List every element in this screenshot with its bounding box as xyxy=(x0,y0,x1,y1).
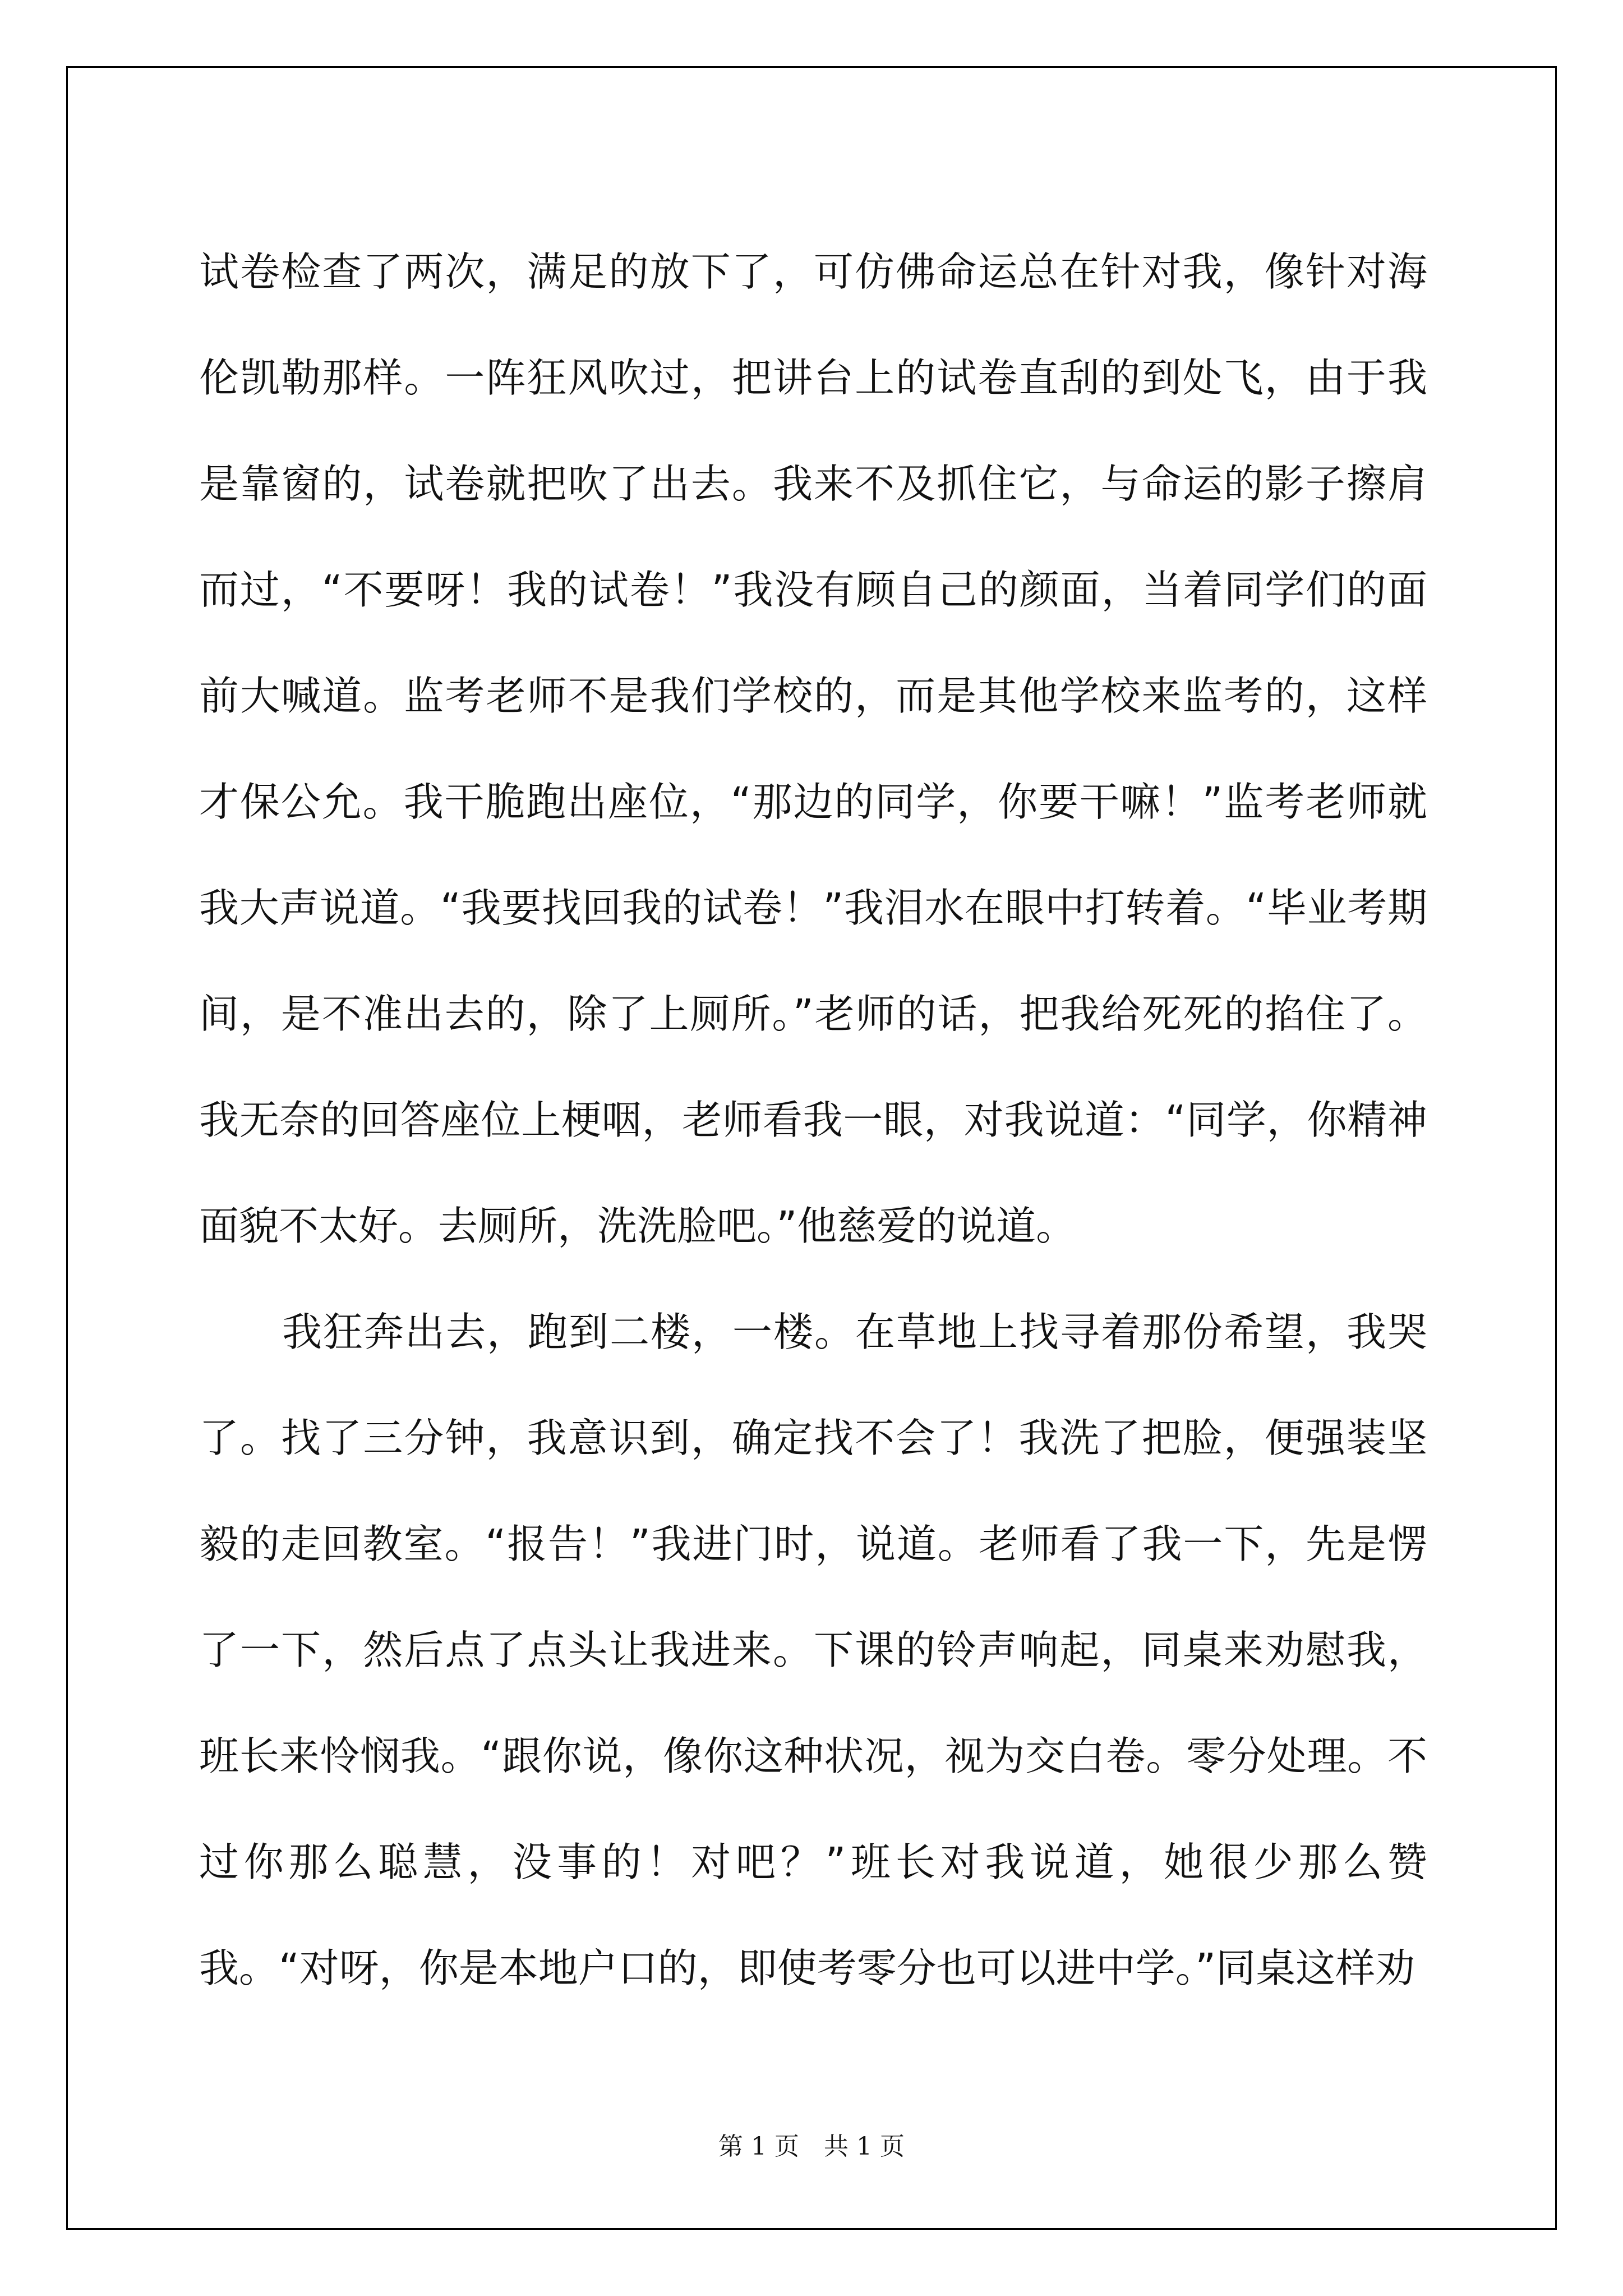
paragraph-1: 试卷检查了两次，满足的放下了，可仿佛命运总在针对我，像针对海伦凯勒那样。一阵狂风吹过，把讲台上的试卷直刮的到处飞，由于我是靠窗的，试卷就把吹了出去。我来不及抓住它，与命运的影子擦肩而过，“不要呀！我的试卷！”我没有顾自己的颜面，当着同学们的面前大喊道。监考老师不是我们学校的，而是其他学校来监考的，这样才保公允。我干脆跑出座位，“那边的同学，你要干嘛！”监考老师就我大声说道。“我要找回我的试卷！”我泪水在眼中打转着。“毕业考期间，是不准出去的，除了上厕所。”老师的话，把我给死死的掐住了。我无奈的回答座位上梗咽，老师看我一眼，对我说道：“同学，你精神面貌不太好。去厕所，洗洗脸吧。”他慈爱的说道。 xyxy=(199,249,1427,1249)
paragraph-2: 我狂奔出去，跑到二楼，一楼。在草地上找寻着那份希望，我哭了。找了三分钟，我意识到，确定找不会了！我洗了把脸，便强装坚毅的走回教室。“报告！”我进门时，说道。老师看了我一下，先是愣了一下，然后点了点头让我进来。下课的铃声响起，同桌来劝慰我，班长来怜悯我。“跟你说，像你这种状况，视为交白卷。零分处理。不过你那么聪慧，没事的！对吧？”班长对我说道，她很少那么赞我。“对呀，你是本地户口的，即使考零分也可以进中学。”同桌这样劝 xyxy=(199,1309,1427,1991)
document-body xyxy=(199,219,1427,2021)
page-footer: 第 1 页 共 1 页 xyxy=(718,2132,905,2161)
